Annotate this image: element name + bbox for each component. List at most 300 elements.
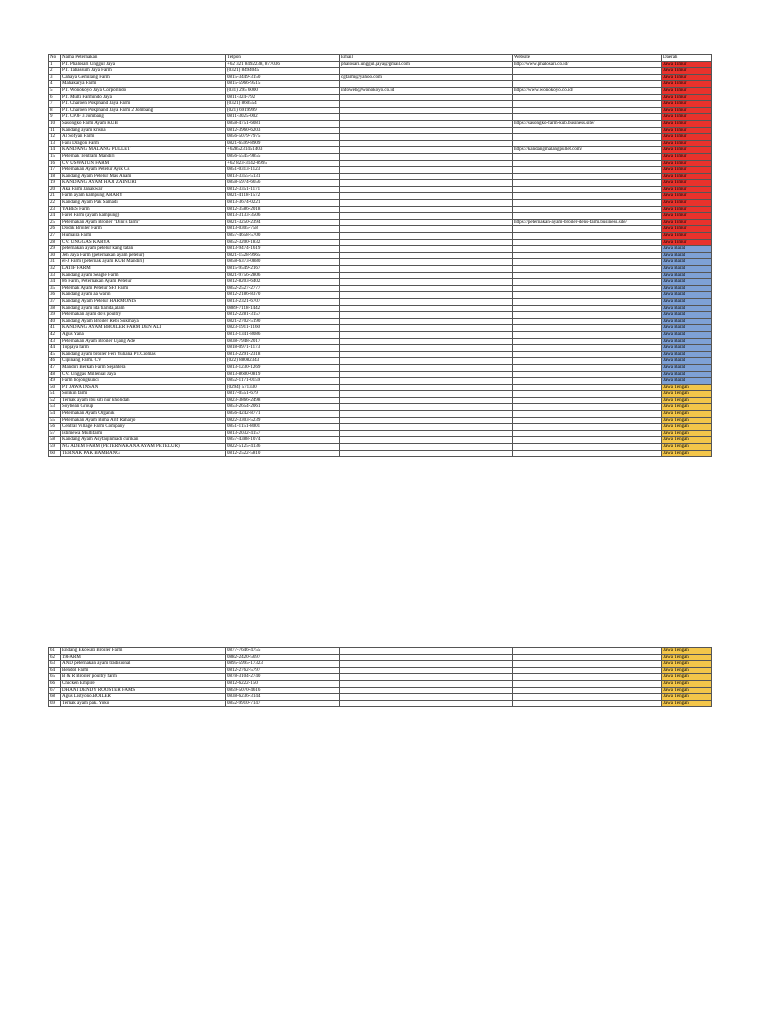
table-row bbox=[49, 266, 712, 273]
cell-nama: PT. Wonokoyo Jaya Corporindo bbox=[61, 87, 226, 94]
cell-daerah: Jawa Barat bbox=[662, 292, 712, 299]
cell-daerah: Jawa Timur bbox=[662, 160, 712, 167]
cell-nama: Peternakan Ayam Broiler "Dini's farm" bbox=[61, 219, 226, 226]
cell-website bbox=[513, 173, 662, 180]
cell-daerah: Jawa Barat bbox=[662, 305, 712, 312]
cell-email bbox=[340, 180, 513, 187]
cell-website bbox=[513, 134, 662, 141]
table-row bbox=[49, 213, 712, 220]
table-row bbox=[49, 358, 712, 365]
cell-telpon: 0813-3133-3506 bbox=[226, 213, 340, 220]
cell-no: 21 bbox=[49, 193, 61, 200]
cell-telpon: +62 321 8492238, 877036 bbox=[226, 61, 340, 68]
cell-daerah: Jawa Tengah bbox=[662, 430, 712, 437]
cell-no: 15 bbox=[49, 153, 61, 160]
cell-daerah: Jawa Timur bbox=[662, 68, 712, 75]
cell-website bbox=[513, 661, 662, 668]
cell-website bbox=[513, 364, 662, 371]
cell-email bbox=[340, 437, 513, 444]
cell-nama: Kandang Ayam Pak Samadi bbox=[61, 200, 226, 207]
cell-daerah: Jawa Tengah bbox=[662, 437, 712, 444]
cell-daerah: Jawa Tengah bbox=[662, 417, 712, 424]
header-cell-telpon: Telpon bbox=[226, 55, 340, 62]
cell-telpon: 0838-6236-3144 bbox=[226, 694, 340, 701]
cell-website bbox=[513, 680, 662, 687]
cell-nama: Central Village Farm Company bbox=[61, 424, 226, 431]
cell-daerah: Jawa Barat bbox=[662, 331, 712, 338]
table-row bbox=[49, 101, 712, 108]
cell-telpon: 0813-2321-6707 bbox=[226, 298, 340, 305]
cell-telpon: 0851-0313-1123 bbox=[226, 167, 340, 174]
cell-nama: LATIF FARM bbox=[61, 266, 226, 273]
cell-no: 49 bbox=[49, 378, 61, 385]
cell-telpon: (0321) 860554 bbox=[226, 101, 340, 108]
cell-website bbox=[513, 233, 662, 240]
cell-telpon: 0858-4751-6081 bbox=[226, 120, 340, 127]
cell-no: 63 bbox=[49, 661, 61, 668]
cell-telpon: 0858-6373-0880 bbox=[226, 259, 340, 266]
cell-nama: B & R Broiler poultry farm bbox=[61, 674, 226, 681]
cell-daerah: Jawa Tengah bbox=[662, 648, 712, 655]
cell-no: 66 bbox=[49, 680, 61, 687]
cell-website bbox=[513, 193, 662, 200]
cell-telpon: 0821-1528-9965 bbox=[226, 252, 340, 259]
cell-no: 9 bbox=[49, 114, 61, 121]
cell-daerah: Jawa Timur bbox=[662, 101, 712, 108]
cell-email bbox=[340, 266, 513, 273]
cell-telpon: 0852-3200-1832 bbox=[226, 239, 340, 246]
cell-email bbox=[340, 417, 513, 424]
cell-telpon: 0813-1341-8086 bbox=[226, 331, 340, 338]
cell-email bbox=[340, 153, 513, 160]
cell-telpon: 0852-2527-2777 bbox=[226, 285, 340, 292]
header-cell-daerah: Daerah bbox=[662, 55, 712, 62]
table-row bbox=[49, 68, 712, 75]
cell-telpon: 0821-2702-5190 bbox=[226, 318, 340, 325]
cell-nama: Peternakan Ayam Broiler Ujang Ade bbox=[61, 338, 226, 345]
cell-no: 11 bbox=[49, 127, 61, 134]
cell-nama: Agus Listyono.BOILER bbox=[61, 694, 226, 701]
cell-website bbox=[513, 140, 662, 147]
cell-no: 55 bbox=[49, 417, 61, 424]
cell-website bbox=[513, 331, 662, 338]
table-row bbox=[49, 186, 712, 193]
cell-daerah: Jawa Timur bbox=[662, 94, 712, 101]
table-row bbox=[49, 384, 712, 391]
cell-email bbox=[340, 193, 513, 200]
header-cell-nama: Nama Peternakan bbox=[61, 55, 226, 62]
cell-no: 17 bbox=[49, 167, 61, 174]
cell-website bbox=[513, 292, 662, 299]
cell-daerah: Jawa Timur bbox=[662, 173, 712, 180]
cell-daerah: Jawa Timur bbox=[662, 147, 712, 154]
cell-website bbox=[513, 114, 662, 121]
cell-no: 50 bbox=[49, 384, 61, 391]
cell-website bbox=[513, 411, 662, 418]
cell-website bbox=[513, 167, 662, 174]
cell-telpon: 0852-9910-7147 bbox=[226, 700, 340, 707]
cell-no: 28 bbox=[49, 239, 61, 246]
cell-no: 23 bbox=[49, 206, 61, 213]
table-row bbox=[49, 206, 712, 213]
cell-daerah: Jawa Timur bbox=[662, 74, 712, 81]
cell-no: 8 bbox=[49, 107, 61, 114]
cell-website bbox=[513, 226, 662, 233]
cell-daerah: Jawa Tengah bbox=[662, 384, 712, 391]
table-row bbox=[49, 246, 712, 253]
cell-no: 22 bbox=[49, 200, 61, 207]
cell-no: 46 bbox=[49, 358, 61, 365]
cell-email bbox=[340, 285, 513, 292]
cell-website bbox=[513, 654, 662, 661]
table-row bbox=[49, 87, 712, 94]
cell-website bbox=[513, 700, 662, 707]
cell-website bbox=[513, 430, 662, 437]
cell-email bbox=[340, 233, 513, 240]
cell-no: 59 bbox=[49, 444, 61, 451]
table-row bbox=[49, 430, 712, 437]
cell-email bbox=[340, 167, 513, 174]
cell-nama: Peternakan Ayam Organik bbox=[61, 411, 226, 418]
cell-email bbox=[340, 206, 513, 213]
cell-daerah: Jawa Tengah bbox=[662, 694, 712, 701]
header-cell-email: Email bbox=[340, 55, 513, 62]
cell-telpon: 0851-1151-8001 bbox=[226, 424, 340, 431]
cell-telpon: 0857-4658-5700 bbox=[226, 233, 340, 240]
cell-email bbox=[340, 186, 513, 193]
cell-no: 7 bbox=[49, 101, 61, 108]
table-row bbox=[49, 364, 712, 371]
cell-telpon: (0294) 571330 bbox=[226, 384, 340, 391]
cell-daerah: Jawa Timur bbox=[662, 120, 712, 127]
cell-nama: Peternakan ayam do's poultry bbox=[61, 312, 226, 319]
cell-email bbox=[340, 378, 513, 385]
cell-email bbox=[340, 81, 513, 88]
cell-daerah: Jawa Barat bbox=[662, 378, 712, 385]
cell-no: 25 bbox=[49, 219, 61, 226]
cell-website bbox=[513, 444, 662, 451]
cell-daerah: Jawa Tengah bbox=[662, 667, 712, 674]
cell-nama: Topjaya farm bbox=[61, 345, 226, 352]
table-row bbox=[49, 411, 712, 418]
cell-nama: KANDANG AYAM HAJI ZAINURI bbox=[61, 180, 226, 187]
cell-telpon: 0856-5545-9855 bbox=[226, 153, 340, 160]
cell-no: 45 bbox=[49, 351, 61, 358]
cell-no: 32 bbox=[49, 266, 61, 273]
table-row bbox=[49, 94, 712, 101]
cell-website bbox=[513, 351, 662, 358]
table-row bbox=[49, 114, 712, 121]
cell-website: https://www.wonokoyo.co.id/ bbox=[513, 87, 662, 94]
cell-daerah: Jawa Barat bbox=[662, 318, 712, 325]
cell-daerah: Jawa Barat bbox=[662, 371, 712, 378]
cell-telpon: 0812-2522-5810 bbox=[226, 450, 340, 457]
cell-email bbox=[340, 298, 513, 305]
cell-telpon: 0853-2654-2061 bbox=[226, 404, 340, 411]
cell-telpon: 0895-5995-17323 bbox=[226, 661, 340, 668]
cell-website bbox=[513, 200, 662, 207]
cell-nama: Farel Farm (ayam kampung) bbox=[61, 213, 226, 220]
cell-no: 37 bbox=[49, 298, 61, 305]
cell-telpon: 0812-6222-150 bbox=[226, 680, 340, 687]
cell-daerah: Jawa Barat bbox=[662, 345, 712, 352]
cell-nama: Kandang Ayam Asyfaqinmadi curikan bbox=[61, 437, 226, 444]
table-row bbox=[49, 674, 712, 681]
farm-table-bottom bbox=[48, 647, 712, 707]
table-row bbox=[49, 694, 712, 701]
cell-email bbox=[340, 700, 513, 707]
table-row bbox=[49, 180, 712, 187]
cell-nama: Cipinang Farm. CV bbox=[61, 358, 226, 365]
cell-telpon: 0812-2186-8370 bbox=[226, 292, 340, 299]
cell-website bbox=[513, 127, 662, 134]
cell-no: 13 bbox=[49, 140, 61, 147]
cell-no: 44 bbox=[49, 345, 61, 352]
cell-no: 33 bbox=[49, 272, 61, 279]
cell-no: 26 bbox=[49, 226, 61, 233]
table-row bbox=[49, 226, 712, 233]
cell-email bbox=[340, 325, 513, 332]
cell-website bbox=[513, 259, 662, 266]
cell-email bbox=[340, 226, 513, 233]
cell-email bbox=[340, 246, 513, 253]
cell-website bbox=[513, 345, 662, 352]
cell-website bbox=[513, 74, 662, 81]
cell-nama: CV. Unggas Millenial Jaya bbox=[61, 371, 226, 378]
cell-website bbox=[513, 667, 662, 674]
cell-website bbox=[513, 239, 662, 246]
cell-telpon: 0821-4118-1572 bbox=[226, 193, 340, 200]
cell-telpon: 0856-4242-8771 bbox=[226, 411, 340, 418]
cell-website bbox=[513, 437, 662, 444]
cell-daerah: Jawa Barat bbox=[662, 351, 712, 358]
cell-no: 43 bbox=[49, 338, 61, 345]
cell-daerah: Jawa Tengah bbox=[662, 680, 712, 687]
cell-daerah: Jawa Timur bbox=[662, 127, 712, 134]
header-cell-website: Website bbox=[513, 55, 662, 62]
cell-email bbox=[340, 318, 513, 325]
cell-nama: Mandiri Berkah Farm Sejahtera bbox=[61, 364, 226, 371]
cell-website bbox=[513, 68, 662, 75]
cell-no: 41 bbox=[49, 325, 61, 332]
cell-telpon: 0812-2281-3157 bbox=[226, 312, 340, 319]
cell-email bbox=[340, 358, 513, 365]
cell-daerah: Jawa Barat bbox=[662, 298, 712, 305]
cell-nama: Kandang ayam broiler Feri Yuliana PT.Ciomas bbox=[61, 351, 226, 358]
cell-email bbox=[340, 411, 513, 418]
cell-no: 30 bbox=[49, 252, 61, 259]
table-row bbox=[49, 351, 712, 358]
cell-telpon: +6285231451403 bbox=[226, 147, 340, 154]
cell-telpon: 0821-3250-2394 bbox=[226, 219, 340, 226]
cell-daerah: Jawa Timur bbox=[662, 107, 712, 114]
cell-no: 4 bbox=[49, 81, 61, 88]
cell-telpon: 0811-324-792 bbox=[226, 94, 340, 101]
cell-nama: Farm ayam kampung ARARY bbox=[61, 193, 226, 200]
cell-no: 61 bbox=[49, 648, 61, 655]
cell-daerah: Jawa Timur bbox=[662, 219, 712, 226]
table-row bbox=[49, 140, 712, 147]
cell-telpon: 0812-3351-1171 bbox=[226, 186, 340, 193]
cell-nama: KANDANG MALANG PULLET bbox=[61, 147, 226, 154]
table-row bbox=[49, 61, 712, 68]
cell-email bbox=[340, 654, 513, 661]
cell-nama: Kandang Ayam Petelur Mas Anam bbox=[61, 173, 226, 180]
cell-no: 62 bbox=[49, 654, 61, 661]
cell-website: https://sasongko-farm-kub.business.site/ bbox=[513, 120, 662, 127]
table-row bbox=[49, 450, 712, 457]
cell-email bbox=[340, 305, 513, 312]
cell-telpon: 0823-1911-1160 bbox=[226, 325, 340, 332]
cell-website bbox=[513, 186, 662, 193]
cell-no: 65 bbox=[49, 674, 61, 681]
cell-no: 42 bbox=[49, 331, 61, 338]
table-row bbox=[49, 404, 712, 411]
cell-daerah: Jawa Timur bbox=[662, 140, 712, 147]
cell-daerah: Jawa Timur bbox=[662, 153, 712, 160]
cell-website bbox=[513, 206, 662, 213]
cell-email bbox=[340, 312, 513, 319]
cell-email bbox=[340, 384, 513, 391]
cell-website: https://kandangmalangpullet.com/ bbox=[513, 147, 662, 154]
cell-no: 64 bbox=[49, 667, 61, 674]
cell-email bbox=[340, 424, 513, 431]
cell-nama: DHANI DENDY ROOSTER FAMS bbox=[61, 687, 226, 694]
cell-no: 24 bbox=[49, 213, 61, 220]
table-row bbox=[49, 424, 712, 431]
cell-email: cgfarm@yahoo.com bbox=[340, 74, 513, 81]
table-row bbox=[49, 107, 712, 114]
table-row bbox=[49, 661, 712, 668]
cell-nama: PT. CPJF 3 Jombang bbox=[61, 114, 226, 121]
header-row bbox=[49, 55, 712, 62]
cell-nama: Sasongko Farm Ayam KUB bbox=[61, 120, 226, 127]
cell-email bbox=[340, 345, 513, 352]
cell-no: 31 bbox=[49, 259, 61, 266]
cell-no: 40 bbox=[49, 318, 61, 325]
table-row bbox=[49, 444, 712, 451]
cell-nama: Agus Yana bbox=[61, 331, 226, 338]
cell-nama: 19FARM bbox=[61, 654, 226, 661]
cell-email bbox=[340, 351, 513, 358]
cell-no: 68 bbox=[49, 694, 61, 701]
cell-telpon: 0823-3866-2498 bbox=[226, 397, 340, 404]
cell-no: 12 bbox=[49, 134, 61, 141]
cell-daerah: Jawa Barat bbox=[662, 266, 712, 273]
cell-no: 54 bbox=[49, 411, 61, 418]
cell-daerah: Jawa Timur bbox=[662, 226, 712, 233]
cell-telpon: 0817-0551-679 bbox=[226, 391, 340, 398]
cell-website bbox=[513, 94, 662, 101]
cell-no: 51 bbox=[49, 391, 61, 398]
cell-nama: Peternakan Ayam Bima Arif Raharjo bbox=[61, 417, 226, 424]
cell-telpon: 0812-8203-6402 bbox=[226, 279, 340, 286]
cell-nama: Jeh Jaya Farm (peternakan ayam petelur) bbox=[61, 252, 226, 259]
table-row bbox=[49, 338, 712, 345]
cell-telpon: (031) 295 6000 bbox=[226, 87, 340, 94]
table-row bbox=[49, 127, 712, 134]
cell-website bbox=[513, 378, 662, 385]
cell-no: 47 bbox=[49, 364, 61, 371]
table-row bbox=[49, 654, 712, 661]
cell-daerah: Jawa Barat bbox=[662, 358, 712, 365]
cell-telpon: 0878-3104-2740 bbox=[226, 674, 340, 681]
table-row bbox=[49, 298, 712, 305]
cell-website bbox=[513, 81, 662, 88]
cell-no: 20 bbox=[49, 186, 61, 193]
table-row bbox=[49, 193, 712, 200]
cell-daerah: Jawa Tengah bbox=[662, 700, 712, 707]
cell-email bbox=[340, 661, 513, 668]
cell-telpon: 0822-3303-5239 bbox=[226, 417, 340, 424]
cell-telpon: 0882-2420-5697 bbox=[226, 654, 340, 661]
cell-website bbox=[513, 338, 662, 345]
cell-no: 29 bbox=[49, 246, 61, 253]
cell-daerah: Jawa Barat bbox=[662, 312, 712, 319]
table-row bbox=[49, 167, 712, 174]
table-row bbox=[49, 272, 712, 279]
cell-daerah: Jawa Tengah bbox=[662, 404, 712, 411]
cell-email bbox=[340, 259, 513, 266]
table-row bbox=[49, 318, 712, 325]
cell-telpon: 0812-2762-5797 bbox=[226, 667, 340, 674]
cell-daerah: Jawa Timur bbox=[662, 180, 712, 187]
cell-daerah: Jawa Timur bbox=[662, 87, 712, 94]
cell-daerah: Jawa Timur bbox=[662, 239, 712, 246]
cell-website bbox=[513, 687, 662, 694]
cell-nama: PT. Charoen Pokphand Jaya Farm 2 Jombang bbox=[61, 107, 226, 114]
cell-nama: Bendol Farm bbox=[61, 667, 226, 674]
cell-email bbox=[340, 147, 513, 154]
cell-website bbox=[513, 101, 662, 108]
cell-website bbox=[513, 107, 662, 114]
cell-no: 69 bbox=[49, 700, 61, 707]
cell-email bbox=[340, 397, 513, 404]
table-row bbox=[49, 680, 712, 687]
cell-nama: Aka Farm Janakwar bbox=[61, 186, 226, 193]
table-row bbox=[49, 687, 712, 694]
cell-no: 58 bbox=[49, 437, 61, 444]
cell-no: 60 bbox=[49, 450, 61, 457]
cell-no: 57 bbox=[49, 430, 61, 437]
table-row bbox=[49, 700, 712, 707]
cell-no: 56 bbox=[49, 424, 61, 431]
cell-nama: Kandang Ayam Broiler Rebi Sukmaya bbox=[61, 318, 226, 325]
cell-no: 6 bbox=[49, 94, 61, 101]
cell-telpon: 0813-2032-4157 bbox=[226, 430, 340, 437]
cell-website bbox=[513, 404, 662, 411]
cell-website bbox=[513, 384, 662, 391]
cell-telpon: 0857-4388-1074 bbox=[226, 437, 340, 444]
cell-nama: Peternak Ayam Petelur SFJ Farm bbox=[61, 285, 226, 292]
cell-email bbox=[340, 252, 513, 259]
cell-email bbox=[340, 68, 513, 75]
cell-website bbox=[513, 213, 662, 220]
cell-email bbox=[340, 160, 513, 167]
cell-email bbox=[340, 331, 513, 338]
table-row bbox=[49, 305, 712, 312]
cell-email bbox=[340, 680, 513, 687]
cell-daerah: Jawa Barat bbox=[662, 246, 712, 253]
cell-daerah: Jawa Tengah bbox=[662, 411, 712, 418]
cell-website bbox=[513, 312, 662, 319]
cell-no: 5 bbox=[49, 87, 61, 94]
cell-daerah: Jawa Timur bbox=[662, 186, 712, 193]
cell-email: phalosari.unggul.jaya@gmail.com bbox=[340, 61, 513, 68]
cell-daerah: Jawa Tengah bbox=[662, 391, 712, 398]
cell-email bbox=[340, 107, 513, 114]
cell-nama: 86 Farm, Peternakan Ayam Petelur bbox=[61, 279, 226, 286]
